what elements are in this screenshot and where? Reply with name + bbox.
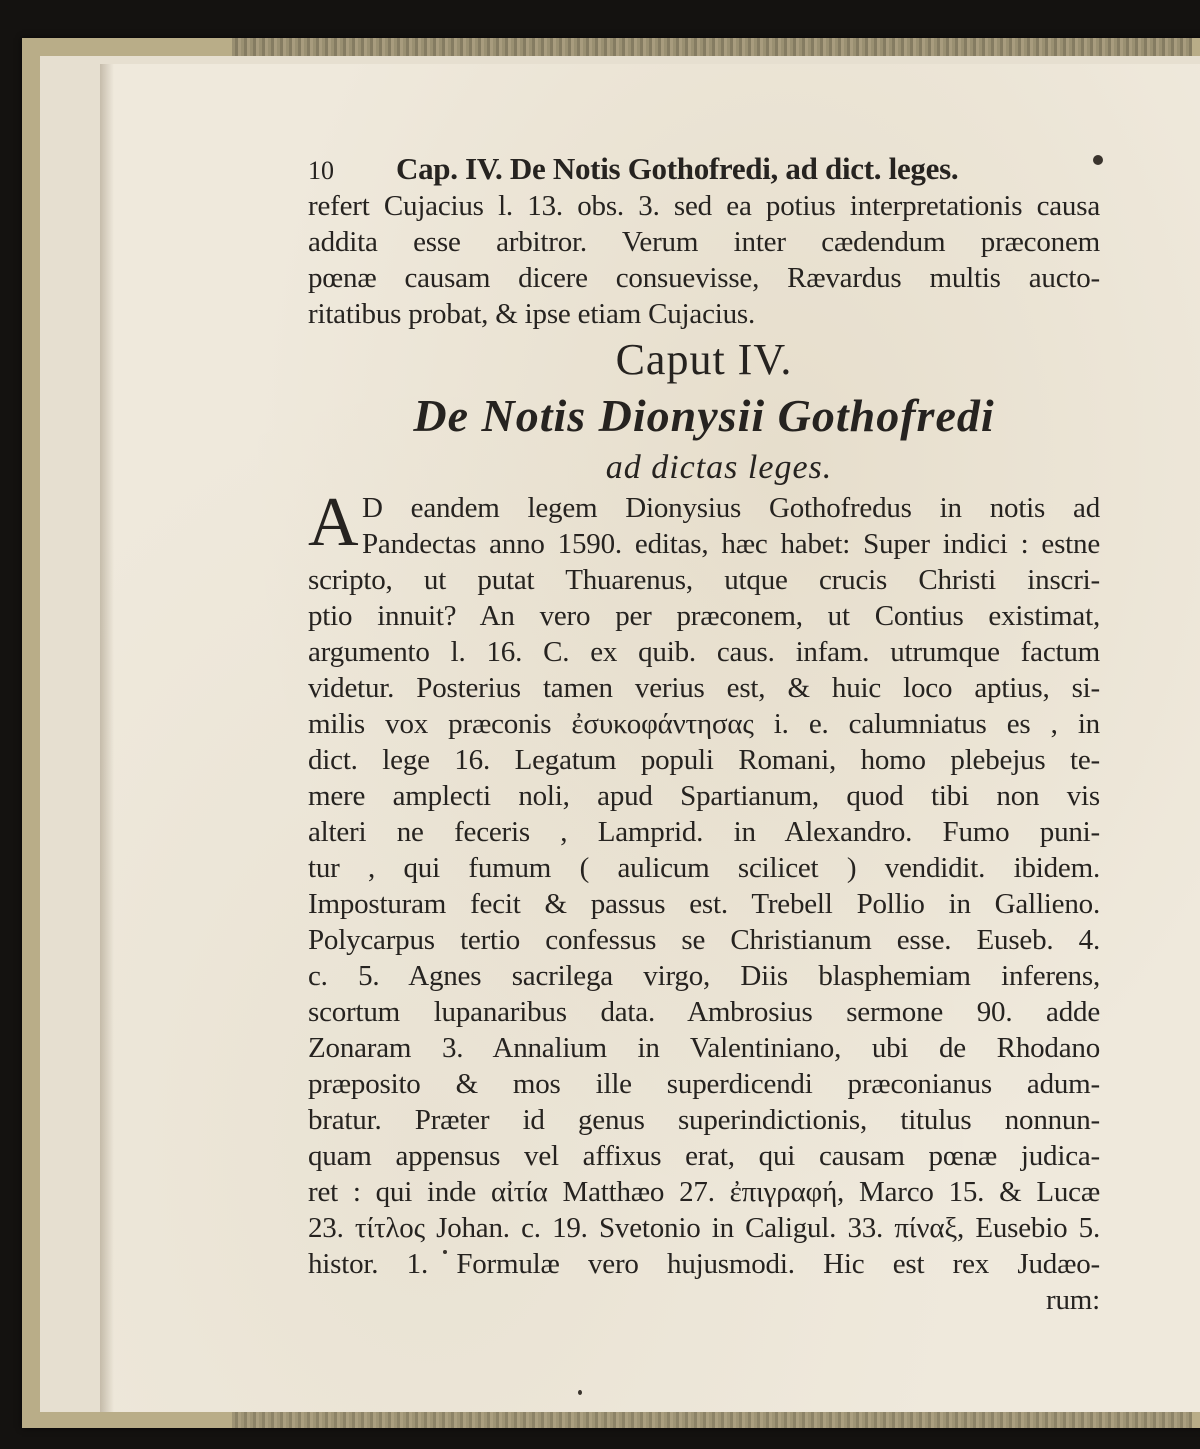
text-line: Imposturam fecit & passus est. Trebell Pollio in Gallieno. bbox=[308, 888, 1100, 920]
text-line: scortum lupanaribus data. Ambrosius sermone 90. adde bbox=[308, 996, 1100, 1028]
text-line: ptio innuit? An vero per præconem, ut Contius existimat, bbox=[308, 600, 1100, 632]
text-line: milis vox præconis ἐσυκοφάντησας i. e. calumniatus es , in bbox=[308, 708, 1100, 740]
text-line: Pandectas anno 1590. editas, hæc habet: Super indici : estne bbox=[362, 528, 1100, 560]
text-line: ritatibus probat, & ipse etiam Cujacius. bbox=[308, 298, 756, 330]
chapter-heading: Caput IV. bbox=[615, 335, 793, 384]
text-line: tur , qui fumum ( aulicum scilicet ) vendidit. ibidem. bbox=[308, 852, 1100, 884]
running-head-title: Cap. IV. De Notis Gothofredi, ad dict. leges. bbox=[396, 151, 959, 186]
chapter-title: De Notis Dionysii Gothofredi bbox=[413, 390, 995, 441]
text-line: dict. lege 16. Legatum populi Romani, homo plebejus te- bbox=[308, 744, 1100, 776]
cover-edge-bottom bbox=[232, 1412, 1192, 1428]
chapter-subtitle: ad dictas leges. bbox=[605, 449, 833, 486]
cover-edge-top bbox=[232, 38, 1192, 56]
text-line: Zonaram 3. Annalium in Valentiniano, ubi de Rhodano bbox=[308, 1032, 1100, 1064]
text-line: histor. 1. Formulæ vero hujusmodi. Hic est rex Judæo- bbox=[308, 1248, 1100, 1280]
page-gutter-shadow bbox=[100, 64, 114, 1412]
text-line: ret : qui inde αἰτία Matthæo 27. ἐπιγραφή, Marco 15. & Lucæ bbox=[308, 1176, 1100, 1208]
text-line: videtur. Posterius tamen verius est, & huic loco aptius, si- bbox=[308, 672, 1100, 704]
text-line: Polycarpus tertio confessus se Christianum esse. Euseb. 4. bbox=[308, 924, 1100, 956]
ink-speck bbox=[578, 1390, 582, 1395]
text-line: scripto, ut putat Thuarenus, utque crucis Christi inscri- bbox=[308, 564, 1100, 596]
text-line: mere amplecti noli, apud Spartianum, quod tibi non vis bbox=[308, 780, 1100, 812]
text-line: præposito & mos ille superdicendi præconianus adum- bbox=[308, 1068, 1100, 1100]
page-text bbox=[308, 150, 1100, 1318]
text-line: alteri ne feceris , Lamprid. in Alexandro. Fumo puni- bbox=[308, 816, 1100, 848]
drop-cap: A bbox=[308, 484, 359, 561]
text-line: argumento l. 16. C. ex quib. caus. infam. utrumque factum bbox=[308, 636, 1100, 668]
text-line: c. 5. Agnes sacrilega virgo, Diis blasphemiam inferens, bbox=[308, 960, 1100, 992]
text-line: addita esse arbitror. Verum inter cædendum præconem bbox=[308, 226, 1100, 258]
paragraph bbox=[308, 484, 1100, 1318]
catchword: rum: bbox=[1046, 1284, 1100, 1316]
text-line: D eandem legem Dionysius Gothofredus in notis ad bbox=[362, 492, 1100, 524]
running-head bbox=[308, 150, 1100, 188]
page-number: 10 bbox=[308, 156, 334, 185]
text-line: pœnæ causam dicere consuevisse, Rævardus multis aucto- bbox=[308, 262, 1100, 294]
text-line: quam appensus vel affixus erat, qui causam pœnæ judica- bbox=[308, 1140, 1100, 1172]
text-line: 23. τίτλος Johan. c. 19. Svetonio in Caligul. 33. πίναξ, Eusebio 5. bbox=[308, 1212, 1100, 1244]
text-line: bratur. Præter id genus superindictionis, titulus nonnun- bbox=[308, 1104, 1100, 1136]
text-line: refert Cujacius l. 13. obs. 3. sed ea potius interpretationis causa bbox=[308, 190, 1100, 222]
